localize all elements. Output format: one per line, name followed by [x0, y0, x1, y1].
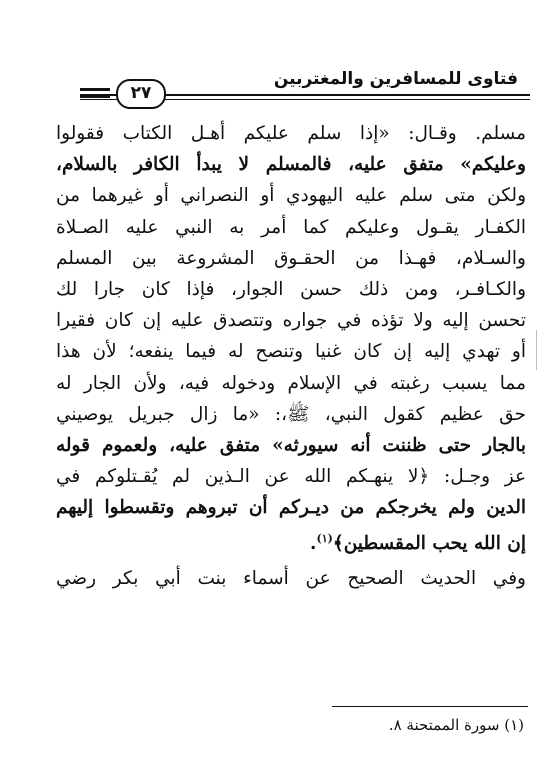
- text-line: وعليكم» متفق عليه، فالمسلم لا يبدأ الكافر بالسلام،: [56, 154, 526, 176]
- page-number-badge: ٢٧: [116, 79, 166, 109]
- text-line-last: [56, 523, 526, 554]
- text-line: عز وجـل: ﴿لا ينهـكم الله عن الـذين لم يُقـتلوكم في: [56, 466, 526, 488]
- text-line-end: .: [310, 533, 317, 555]
- badge-decor-line: [80, 88, 110, 91]
- footnote-marker: (١): [316, 532, 333, 546]
- footnote: (١) سورة الممتحنة ٨.: [388, 716, 524, 734]
- text-line: الكفـار يقـول وعليكم كما أمر به النبي عليه الصـلاة: [56, 216, 526, 238]
- page-header: [80, 66, 530, 106]
- text-line: والكـافـر، ومن ذلك حسن الجوار، فإذا كان جارا لك: [56, 278, 526, 300]
- body-text: [56, 118, 526, 594]
- text-line-content: إن الله يحب المقسطين﴾: [332, 533, 526, 555]
- text-line: وفي الحديث الصحيح عن أسماء بنت أبي بكر رضي: [56, 567, 526, 589]
- text-line: والسـلام، فهـذا من الحقـوق المشروعة بين المسلم: [56, 247, 526, 269]
- text-line: ولكن متى سلم عليه اليهودي أو النصراني أو غيرهما من: [56, 185, 526, 207]
- margin-mark: [536, 330, 537, 370]
- text-line: حق عظيم كقول النبي، ﷺ،: «ما زال جبريل يوصيني: [56, 403, 526, 425]
- text-line: مما يسبب رغبته في الإسلام ودخوله فيه، ولأن الجار له: [56, 372, 526, 394]
- text-line: مسلم. وقـال: «إذا سلم عليكم أهـل الكتاب فقولوا: [56, 123, 526, 144]
- footnote-rule: [332, 706, 528, 707]
- text-line: أو تهدي إليه إن كان غنيا وتنصح له فيما ينفعه؛ لأن هذا: [56, 341, 526, 363]
- text-line: الدين ولم يخرجكم من ديـركم أن تبروهم وتقسطوا إليهم: [56, 497, 526, 519]
- text-line: تحسن إليه ولا تؤذه في جواره وتتصدق عليه إن كان فقيرا: [56, 310, 526, 332]
- paragraph-gap: [56, 555, 526, 563]
- badge-decor-line: [80, 96, 110, 98]
- text-line: بالجار حتى ظننت أنه سيورثه» متفق عليه، ولعموم قوله: [56, 434, 526, 456]
- book-title: فتاوى للمسافرين والمغتربين: [270, 66, 522, 92]
